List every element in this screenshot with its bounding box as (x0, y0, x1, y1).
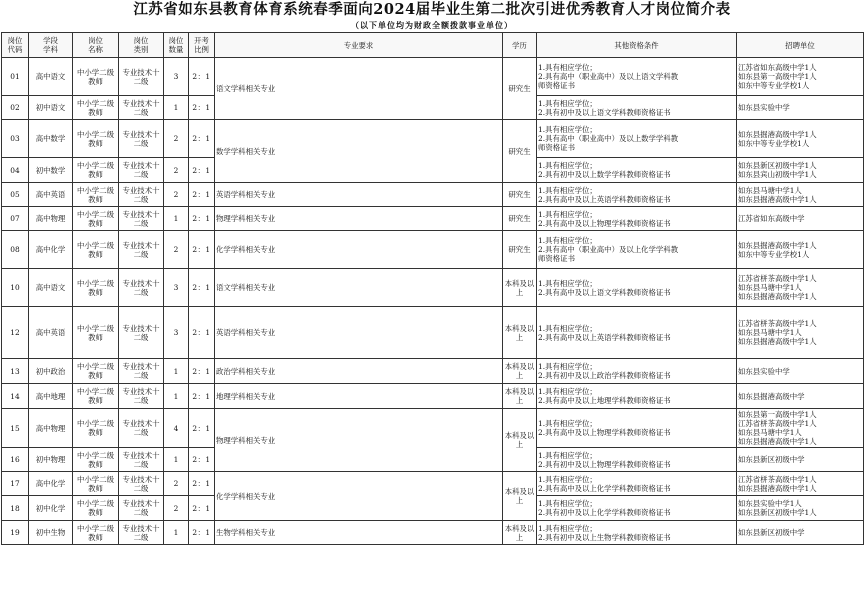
cell-ratio: 2：1 (189, 183, 215, 207)
cell-ratio: 2：1 (189, 472, 215, 496)
cell-ratio: 2：1 (189, 231, 215, 269)
cell-ratio: 2：1 (189, 409, 215, 448)
unit-line: 江苏省栟茶高级中学1人 (738, 474, 817, 484)
cell-education: 本科及以上 (503, 359, 537, 384)
cell-subject: 高中英语 (29, 307, 73, 359)
unit-line: 如东中等专业学校1人 (738, 138, 810, 148)
cell-code: 19 (2, 521, 29, 545)
unit-line: 如东县新区初级中学1人 (738, 161, 817, 170)
unit-line: 江苏省如东高级中学 (738, 214, 805, 223)
cell-units (737, 359, 864, 384)
cell-post-name: 中小学二级教师 (73, 120, 119, 158)
cell-major: 物理学科相关专业 (215, 409, 503, 472)
cell-conditions (537, 183, 737, 207)
cell-education: 研究生 (503, 207, 537, 231)
unit-line: 如东县第一高级中学1人 (738, 410, 817, 419)
cell-code: 17 (2, 472, 29, 496)
cell-code: 08 (2, 231, 29, 269)
cell-conditions (537, 58, 737, 96)
cell-post-name: 中小学二级教师 (73, 359, 119, 384)
cell-ratio: 2：1 (189, 359, 215, 384)
condition-line: 2.具有初中及以上数学学科教师资格证书 (538, 170, 671, 179)
positions-table (1, 32, 864, 545)
condition-line: 2.具有初中及以上政治学科教师资格证书 (538, 371, 671, 380)
cell-subject: 高中英语 (29, 183, 73, 207)
cell-units (737, 120, 864, 158)
condition-line: 1.具有相应学位； (538, 362, 597, 371)
condition-line: 1.具有相应学位； (538, 161, 597, 170)
cell-subject: 高中语文 (29, 269, 73, 307)
table-row (2, 409, 864, 448)
cell-major: 化学学科相关专业 (215, 231, 503, 269)
condition-line: 2.具有高中及以上语文学科教师资格证书 (538, 287, 671, 297)
condition-line: 2.具有初中及以上化学学科教师资格证书 (538, 508, 671, 517)
cell-count: 4 (164, 409, 189, 448)
condition-line: 师资格证书 (538, 143, 575, 152)
cell-conditions (537, 307, 737, 359)
cell-category: 专业技术十二级 (119, 96, 164, 120)
unit-line: 如东中等专业学校1人 (738, 81, 810, 90)
cell-conditions (537, 359, 737, 384)
cell-category: 专业技术十二级 (119, 231, 164, 269)
cell-code: 01 (2, 58, 29, 96)
cell-major: 物理学科相关专业 (215, 207, 503, 231)
condition-line: 1.具有相应学位； (538, 419, 597, 428)
cell-post-name: 中小学二级教师 (73, 158, 119, 183)
condition-line: 1.具有相应学位； (538, 387, 597, 396)
condition-line: 2.具有初中及以上物理学科教师资格证书 (538, 459, 671, 469)
condition-line: 1.具有相应学位； (538, 125, 597, 134)
cell-subject: 高中地理 (29, 384, 73, 409)
cell-count: 1 (164, 521, 189, 545)
condition-line: 2.具有高中及以上英语学科教师资格证书 (538, 332, 671, 342)
table-row (2, 207, 864, 231)
condition-line: 1.具有相应学位； (538, 323, 597, 333)
header-count: 岗位 数量 (164, 33, 189, 58)
unit-line: 江苏省栟茶高级中学1人 (738, 419, 817, 428)
unit-line: 如东县新区初级中学 (738, 455, 805, 464)
cell-education: 研究生 (503, 183, 537, 207)
cell-units (737, 307, 864, 359)
condition-line: 师资格证书 (538, 254, 575, 263)
cell-count: 2 (164, 183, 189, 207)
cell-code: 12 (2, 307, 29, 359)
cell-ratio: 2：1 (189, 521, 215, 545)
cell-post-name: 中小学二级教师 (73, 448, 119, 472)
cell-major: 数学学科相关专业 (215, 120, 503, 183)
unit-line: 如东县马塘中学1人 (738, 283, 802, 292)
cell-units (737, 96, 864, 120)
header-category: 岗位 类别 (119, 33, 164, 58)
table-row (2, 521, 864, 545)
cell-post-name: 中小学二级教师 (73, 496, 119, 521)
header-ratio: 开考 比例 (189, 33, 215, 58)
cell-conditions (537, 120, 737, 158)
cell-units (737, 472, 864, 496)
header-major: 专业要求 (215, 33, 503, 58)
cell-category: 专业技术十二级 (119, 269, 164, 307)
cell-units (737, 409, 864, 448)
cell-subject: 高中化学 (29, 231, 73, 269)
cell-units (737, 448, 864, 472)
cell-conditions (537, 472, 737, 496)
cell-category: 专业技术十二级 (119, 120, 164, 158)
cell-count: 2 (164, 472, 189, 496)
cell-post-name: 中小学二级教师 (73, 207, 119, 231)
cell-conditions (537, 96, 737, 120)
cell-category: 专业技术十二级 (119, 472, 164, 496)
unit-line: 如东县掘港高级中学1人 (738, 483, 817, 493)
condition-line: 2.具有高中及以上物理学科教师资格证书 (538, 218, 671, 228)
condition-line: 1.具有相应学位； (538, 474, 597, 484)
cell-category: 专业技术十二级 (119, 521, 164, 545)
cell-major: 语文学科相关专业 (215, 58, 503, 120)
cell-major: 生物学科相关专业 (215, 521, 503, 545)
table-body (2, 58, 864, 545)
table-row (2, 384, 864, 409)
cell-ratio: 2：1 (189, 448, 215, 472)
cell-major: 政治学科相关专业 (215, 359, 503, 384)
cell-category: 专业技术十二级 (119, 58, 164, 96)
unit-line: 如东县马塘中学1人 (738, 328, 802, 337)
cell-code: 13 (2, 359, 29, 384)
unit-line: 江苏省栟茶高级中学1人 (738, 319, 817, 328)
header-subject: 学段 学科 (29, 33, 73, 58)
cell-code: 02 (2, 96, 29, 120)
cell-subject: 高中物理 (29, 409, 73, 448)
table-row (2, 120, 864, 158)
cell-education: 研究生 (503, 58, 537, 120)
table-row (2, 58, 864, 96)
table-row (2, 231, 864, 269)
cell-units (737, 158, 864, 183)
condition-line: 1.具有相应学位； (538, 450, 597, 460)
cell-subject: 初中生物 (29, 521, 73, 545)
cell-count: 2 (164, 120, 189, 158)
cell-post-name: 中小学二级教师 (73, 307, 119, 359)
unit-line: 如东县马塘中学1人 (738, 428, 802, 437)
cell-units (737, 384, 864, 409)
unit-line: 如东县宾山初级中学1人 (738, 170, 817, 179)
cell-ratio: 2：1 (189, 384, 215, 409)
condition-line: 1.具有相应学位； (538, 499, 597, 508)
condition-line: 2.具有高中及以上地理学科教师资格证书 (538, 396, 671, 405)
cell-units (737, 183, 864, 207)
condition-line: 1.具有相应学位； (538, 278, 597, 288)
cell-post-name: 中小学二级教师 (73, 521, 119, 545)
cell-count: 2 (164, 158, 189, 183)
cell-code: 03 (2, 120, 29, 158)
cell-category: 专业技术十二级 (119, 409, 164, 448)
header-conditions: 其他资格条件 (537, 33, 737, 58)
cell-conditions (537, 521, 737, 545)
cell-count: 2 (164, 231, 189, 269)
cell-category: 专业技术十二级 (119, 183, 164, 207)
condition-line: 2.具有高中及以上化学学科教师资格证书 (538, 483, 671, 493)
cell-post-name: 中小学二级教师 (73, 58, 119, 96)
unit-line: 如东县实验中学 (738, 103, 790, 112)
condition-line: 2.具有高中（职业高中）及以上语文学科教 (538, 72, 679, 81)
unit-line: 江苏省如东高级中学1人 (738, 63, 817, 72)
cell-subject: 初中语文 (29, 96, 73, 120)
cell-major: 英语学科相关专业 (215, 183, 503, 207)
condition-line: 2.具有高中及以上英语学科教师资格证书 (538, 194, 671, 204)
cell-conditions (537, 384, 737, 409)
unit-line: 如东县掘港高级中学1人 (738, 292, 817, 301)
cell-education: 本科及以上 (503, 409, 537, 472)
condition-line: 1.具有相应学位； (538, 523, 597, 533)
cell-ratio: 2：1 (189, 269, 215, 307)
cell-count: 3 (164, 269, 189, 307)
cell-major: 化学学科相关专业 (215, 472, 503, 521)
cell-conditions (537, 448, 737, 472)
table-row (2, 359, 864, 384)
cell-major: 语文学科相关专业 (215, 269, 503, 307)
unit-line: 江苏省栟茶高级中学1人 (738, 274, 817, 283)
condition-line: 1.具有相应学位； (538, 98, 597, 108)
cell-count: 1 (164, 384, 189, 409)
cell-education: 本科及以上 (503, 307, 537, 359)
cell-category: 专业技术十二级 (119, 496, 164, 521)
unit-line: 如东县掘港高级中学1人 (738, 337, 817, 346)
condition-line: 2.具有高中及以上物理学科教师资格证书 (538, 428, 671, 437)
cell-conditions (537, 496, 737, 521)
cell-units (737, 269, 864, 307)
unit-line: 如东县实验中学 (738, 366, 790, 376)
condition-line: 2.具有高中（职业高中）及以上化学学科教 (538, 245, 679, 254)
condition-line: 2.具有初中及以上生物学科教师资格证书 (538, 532, 671, 542)
cell-count: 2 (164, 496, 189, 521)
cell-code: 10 (2, 269, 29, 307)
cell-ratio: 2：1 (189, 120, 215, 158)
cell-subject: 初中化学 (29, 496, 73, 521)
cell-units (737, 58, 864, 96)
table-row (2, 183, 864, 207)
cell-count: 1 (164, 359, 189, 384)
cell-category: 专业技术十二级 (119, 448, 164, 472)
condition-line: 1.具有相应学位； (538, 236, 597, 245)
cell-count: 3 (164, 58, 189, 96)
cell-subject: 初中物理 (29, 448, 73, 472)
cell-conditions (537, 231, 737, 269)
condition-line: 1.具有相应学位； (538, 63, 597, 72)
cell-conditions (537, 207, 737, 231)
page-title: 江苏省如东县教育体育系统春季面向2024届毕业生第二批次引进优秀教育人才岗位简介表 (133, 1, 731, 18)
cell-education: 本科及以上 (503, 521, 537, 545)
cell-subject: 初中数学 (29, 158, 73, 183)
unit-line: 如东县新区初级中学1人 (738, 508, 817, 517)
cell-units (737, 521, 864, 545)
condition-line: 1.具有相应学位； (538, 185, 597, 195)
cell-ratio: 2：1 (189, 58, 215, 96)
page-subtitle: （以下单位均为财政全额拨款事业单位） (351, 20, 513, 30)
table-header-row (2, 33, 864, 58)
cell-code: 18 (2, 496, 29, 521)
cell-ratio: 2：1 (189, 207, 215, 231)
cell-category: 专业技术十二级 (119, 384, 164, 409)
table-row (2, 307, 864, 359)
cell-post-name: 中小学二级教师 (73, 409, 119, 448)
header-code: 岗位 代码 (2, 33, 29, 58)
header-name: 岗位 名称 (73, 33, 119, 58)
cell-education: 研究生 (503, 231, 537, 269)
cell-post-name: 中小学二级教师 (73, 96, 119, 120)
header-units: 招聘单位 (737, 33, 864, 58)
cell-count: 3 (164, 307, 189, 359)
cell-subject: 高中数学 (29, 120, 73, 158)
unit-line: 如东县第一高级中学1人 (738, 72, 817, 81)
condition-line: 2.具有初中及以上语文学科教师资格证书 (538, 107, 671, 117)
cell-post-name: 中小学二级教师 (73, 472, 119, 496)
unit-line: 如东中等专业学校1人 (738, 249, 810, 259)
cell-code: 15 (2, 409, 29, 448)
cell-conditions (537, 158, 737, 183)
cell-count: 1 (164, 96, 189, 120)
cell-post-name: 中小学二级教师 (73, 384, 119, 409)
cell-education: 本科及以上 (503, 269, 537, 307)
condition-line: 1.具有相应学位； (538, 209, 597, 219)
cell-subject: 初中政治 (29, 359, 73, 384)
header-education: 学历 (503, 33, 537, 58)
unit-line: 如东县掘港高级中学1人 (738, 194, 817, 204)
cell-conditions (537, 409, 737, 448)
cell-category: 专业技术十二级 (119, 207, 164, 231)
cell-ratio: 2：1 (189, 496, 215, 521)
cell-ratio: 2：1 (189, 158, 215, 183)
cell-conditions (537, 269, 737, 307)
cell-code: 07 (2, 207, 29, 231)
unit-line: 如东县马塘中学1人 (738, 185, 802, 195)
unit-line: 如东县实验中学1人 (738, 499, 802, 508)
cell-subject: 高中化学 (29, 472, 73, 496)
cell-count: 1 (164, 207, 189, 231)
cell-education: 研究生 (503, 120, 537, 183)
cell-units (737, 496, 864, 521)
cell-subject: 高中语文 (29, 58, 73, 96)
condition-line: 师资格证书 (538, 81, 575, 90)
cell-code: 05 (2, 183, 29, 207)
unit-line: 如东县掘港高级中学1人 (738, 129, 817, 139)
cell-count: 1 (164, 448, 189, 472)
cell-category: 专业技术十二级 (119, 307, 164, 359)
cell-major: 英语学科相关专业 (215, 307, 503, 359)
cell-post-name: 中小学二级教师 (73, 231, 119, 269)
cell-subject: 高中物理 (29, 207, 73, 231)
cell-post-name: 中小学二级教师 (73, 183, 119, 207)
cell-ratio: 2：1 (189, 96, 215, 120)
cell-ratio: 2：1 (189, 307, 215, 359)
cell-major: 地理学科相关专业 (215, 384, 503, 409)
cell-units (737, 207, 864, 231)
cell-category: 专业技术十二级 (119, 359, 164, 384)
condition-line: 2.具有高中（职业高中）及以上数学学科教 (538, 134, 679, 143)
cell-code: 14 (2, 384, 29, 409)
table-row (2, 269, 864, 307)
unit-line: 如东县掘港高级中学 (738, 391, 805, 401)
cell-post-name: 中小学二级教师 (73, 269, 119, 307)
cell-units (737, 231, 864, 269)
unit-line: 如东县掘港高级中学1人 (738, 240, 817, 250)
cell-education: 本科及以上 (503, 384, 537, 409)
table-row (2, 472, 864, 496)
cell-education: 本科及以上 (503, 472, 537, 521)
cell-code: 04 (2, 158, 29, 183)
unit-line: 如东县掘港高级中学1人 (738, 437, 817, 446)
cell-code: 16 (2, 448, 29, 472)
cell-category: 专业技术十二级 (119, 158, 164, 183)
unit-line: 如东县新区初级中学 (738, 528, 805, 537)
